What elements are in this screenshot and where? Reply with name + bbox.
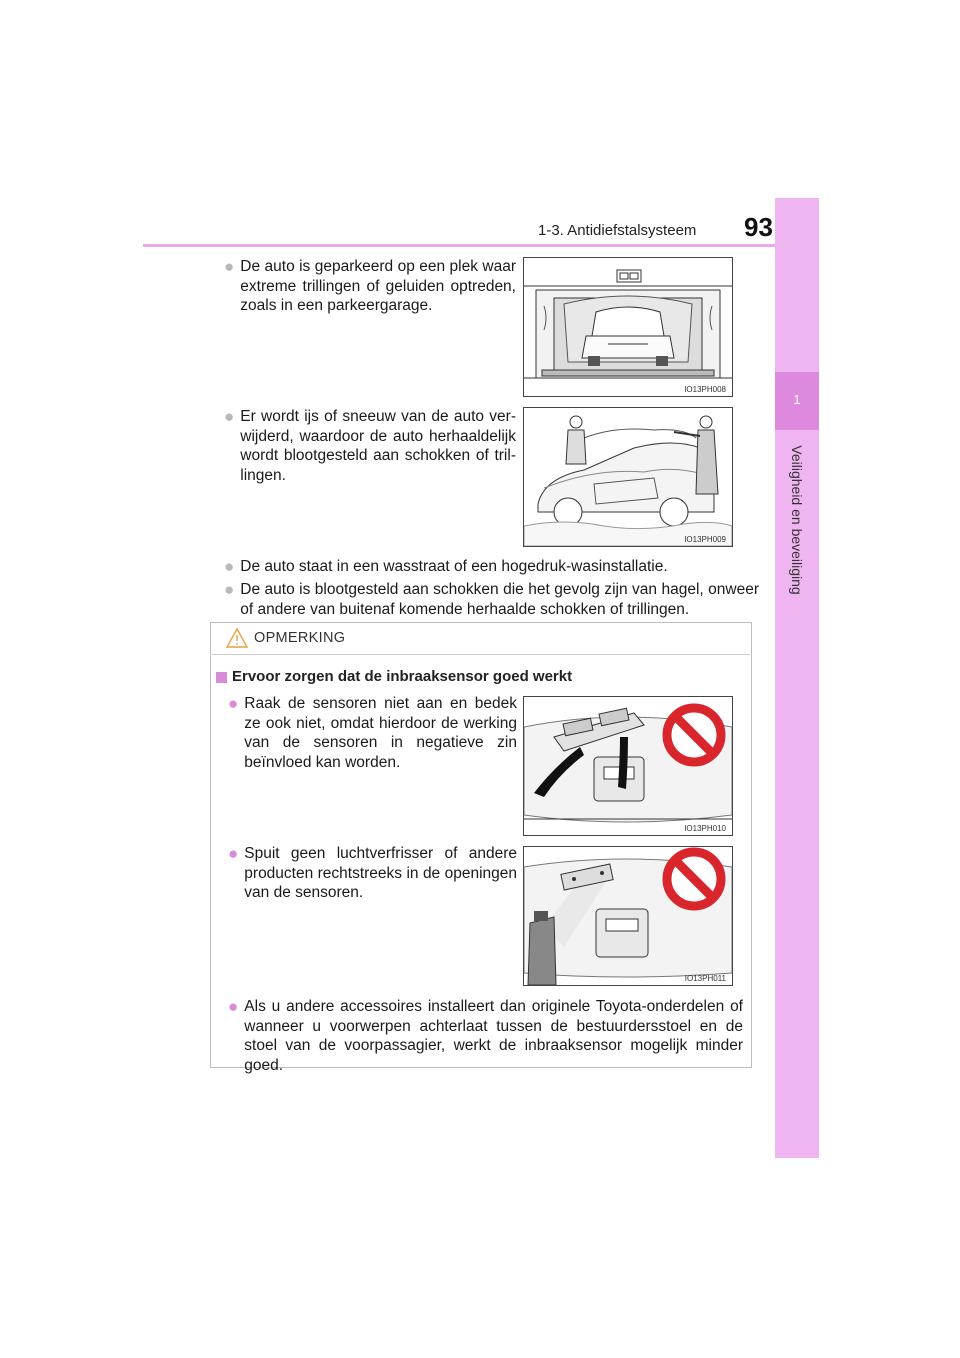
- bullet-icon: ●: [224, 557, 235, 576]
- bullet-icon: ●: [224, 257, 235, 276]
- note-title: OPMERKING: [254, 630, 346, 646]
- bullet-icon: ●: [228, 997, 239, 1016]
- sensor-spray-illustration: [523, 846, 733, 986]
- note-list-item: [228, 694, 517, 772]
- list-item-text: De auto is geparkeerd op een plek waar extreme trillingen of geluiden optreden, zoals in een parkeergarage.: [240, 258, 516, 314]
- note-list-item-text: Als u andere accessoires installeert dan originele Toyota-onderdelen of wanneer u voorwerpen achterlaat tussen de bestuurdersstoel en de stoel van de voorpassagier, werkt de inbraaksensor mogelijk minder goed.: [244, 998, 743, 1074]
- list-item: [224, 407, 516, 485]
- note-list-item: [228, 997, 743, 1075]
- section-title: 1-3. Antidiefstalsysteem: [538, 222, 697, 239]
- bullet-icon: ●: [228, 694, 239, 713]
- bullet-icon: ●: [224, 407, 235, 426]
- note-list-item-text: Raak de sensoren niet aan en bedek ze ook niet, omdat hierdoor de werking van de sensoren in negatieve zin beïnvloed kan worden.: [244, 695, 517, 771]
- list-item: [224, 580, 759, 619]
- section-square-icon: [216, 672, 227, 683]
- illustration-code: IO13PH010: [684, 824, 726, 833]
- chapter-label: Veiligheid en beveiliging: [789, 445, 805, 595]
- warning-triangle-icon: [226, 628, 248, 653]
- list-item-text: Er wordt ijs of sneeuw van de auto ver-wijderd, waardoor de auto herhaaldelijk wordt blootgesteld aan schokken of tril-lingen.: [240, 408, 516, 484]
- illustration-code: IO13PH009: [684, 535, 726, 544]
- header-rule: [143, 244, 819, 247]
- note-sub-heading: Ervoor zorgen dat de inbraaksensor goed werkt: [232, 668, 573, 685]
- list-item: [224, 557, 759, 577]
- note-header-divider: [210, 654, 750, 655]
- list-item: [224, 257, 516, 316]
- chapter-side-tab: [775, 198, 819, 1158]
- list-item-text: De auto staat in een wasstraat of een hogedruk-wasinstallatie.: [240, 558, 668, 575]
- note-list-item-text: Spuit geen luchtverfrisser of andere producten rechtstreeks in de openingen van de sensoren.: [244, 845, 517, 901]
- list-item-text: De auto is blootgesteld aan schokken die het gevolg zijn van hagel, onweer of andere van buitenaf komende herhaalde schokken of trillingen.: [240, 581, 759, 618]
- page-number: 93: [744, 212, 773, 242]
- note-list-item: [228, 844, 517, 903]
- snow-removal-illustration: [523, 407, 733, 547]
- illustration-code: IO13PH011: [684, 974, 726, 983]
- illustration-code: IO13PH008: [684, 385, 726, 394]
- bullet-icon: ●: [228, 844, 239, 863]
- car-wash-illustration: [523, 257, 733, 397]
- sensor-touch-illustration: [523, 696, 733, 836]
- bullet-icon: ●: [224, 580, 235, 599]
- chapter-number: 1: [793, 392, 801, 407]
